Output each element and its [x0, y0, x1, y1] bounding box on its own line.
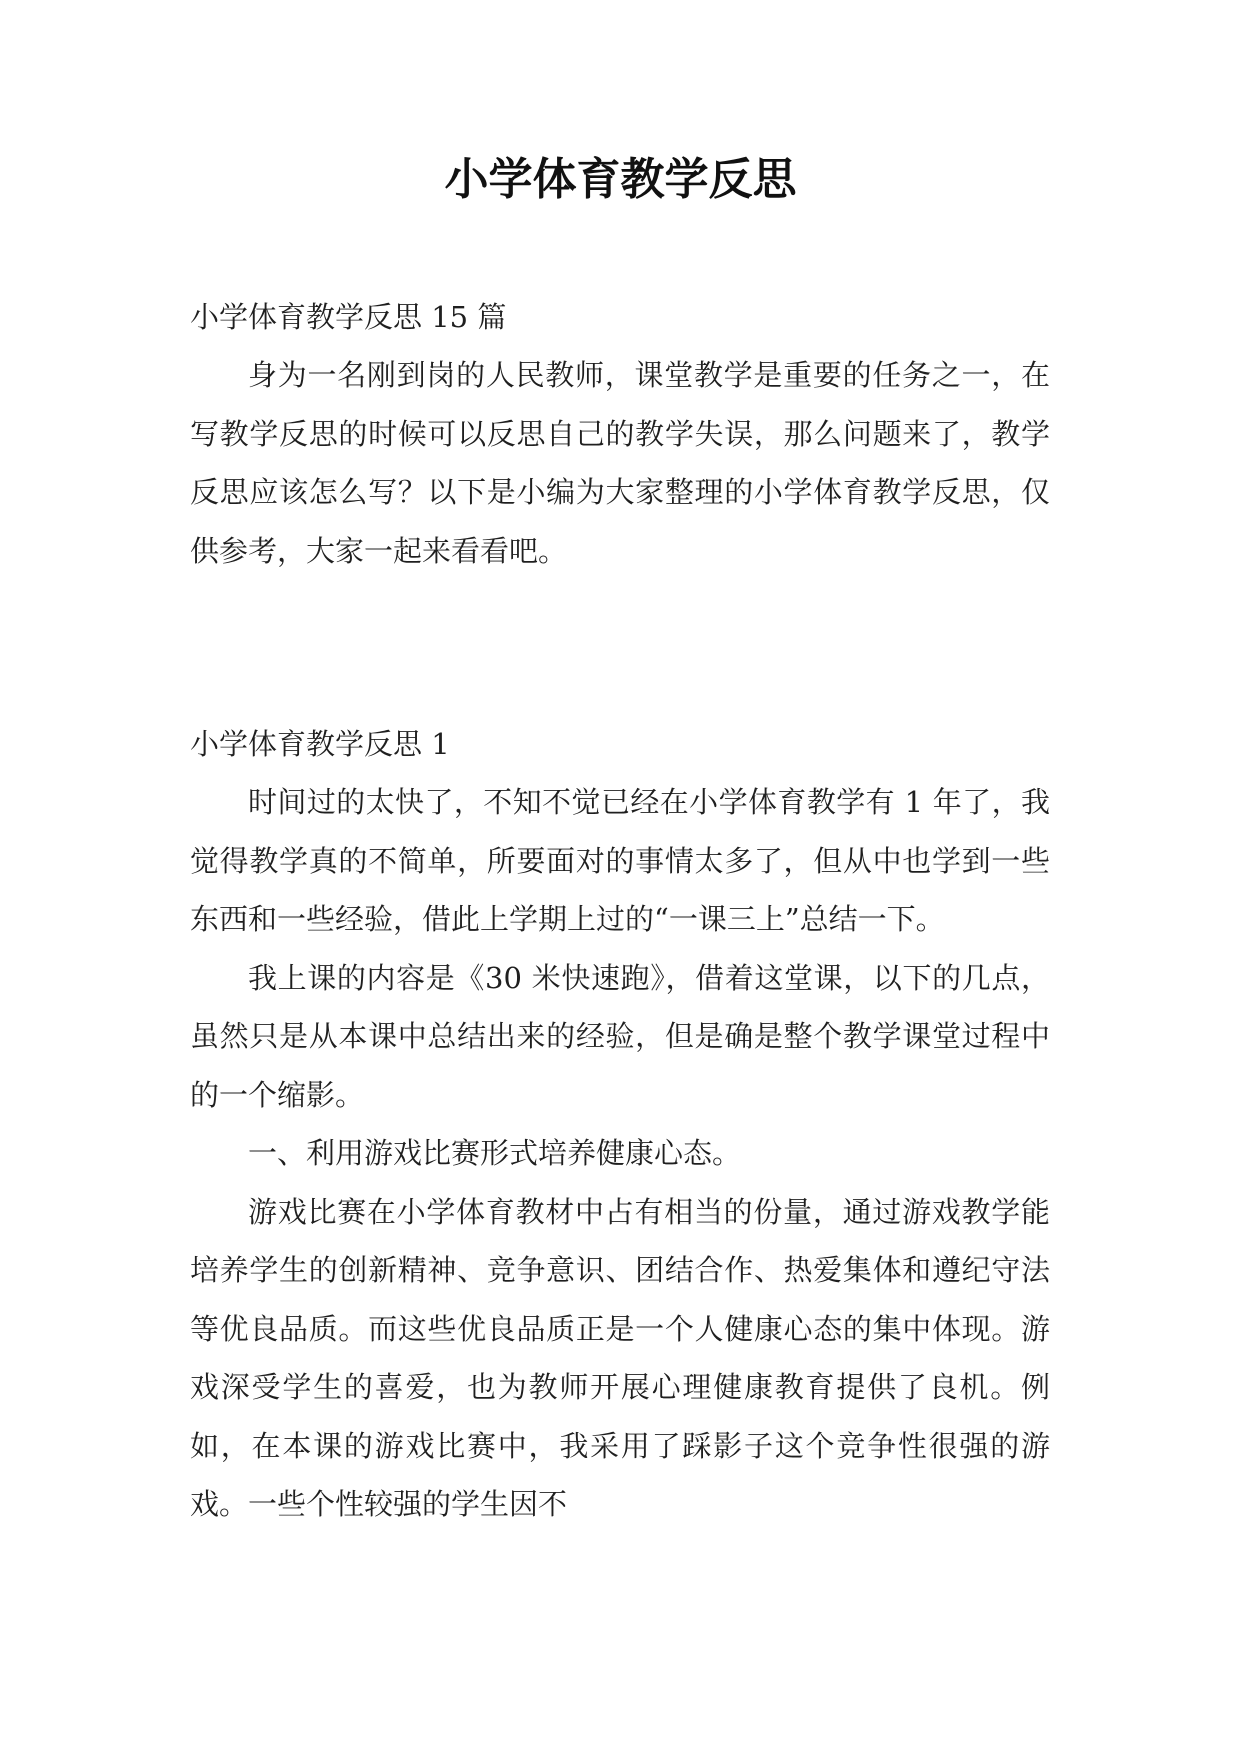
document-subtitle: 小学体育教学反思 15 篇	[190, 300, 507, 334]
subsection-heading: 一、利用游戏比赛形式培养健康心态。	[248, 1136, 742, 1170]
document-body	[190, 288, 1050, 1534]
body-paragraph: 时间过的太快了，不知不觉已经在小学体育教学有 1 年了，我觉得教学真的不简单，所要面对的事情太多了，但从中也学到一些东西和一些经验，借此上学期上过的“一课三上”总结一下。	[190, 785, 1050, 936]
body-paragraph: 游戏比赛在小学体育教材中占有相当的份量，通过游戏教学能培养学生的创新精神、竞争意识、团结合作、热爱集体和遵纪守法等优良品质。而这些优良品质正是一个人健康心态的集中体现。游戏深受学生的喜爱，也为教师开展心理健康教育提供了良机。例如，在本课的游戏比赛中，我采用了踩影子这个竞争性很强的游戏。一些个性较强的学生因不	[190, 1194, 1050, 1521]
document-title: 小学体育教学反思	[444, 154, 797, 205]
section-spacer	[190, 580, 1050, 715]
body-paragraph: 我上课的内容是《30 米快速跑》，借着这堂课，以下的几点，虽然只是从本课中总结出来的经验，但是确是整个教学课堂过程中的一个缩影。	[190, 960, 1050, 1112]
intro-paragraph: 身为一名刚到岗的人民教师，课堂教学是重要的任务之一，在写教学反思的时候可以反思自己的教学失误，那么问题来了，教学反思应该怎么写？以下是小编为大家整理的小学体育教学反思，仅供参考，大家一起来看看吧。	[190, 358, 1050, 568]
section-heading: 小学体育教学反思 1	[190, 727, 450, 761]
